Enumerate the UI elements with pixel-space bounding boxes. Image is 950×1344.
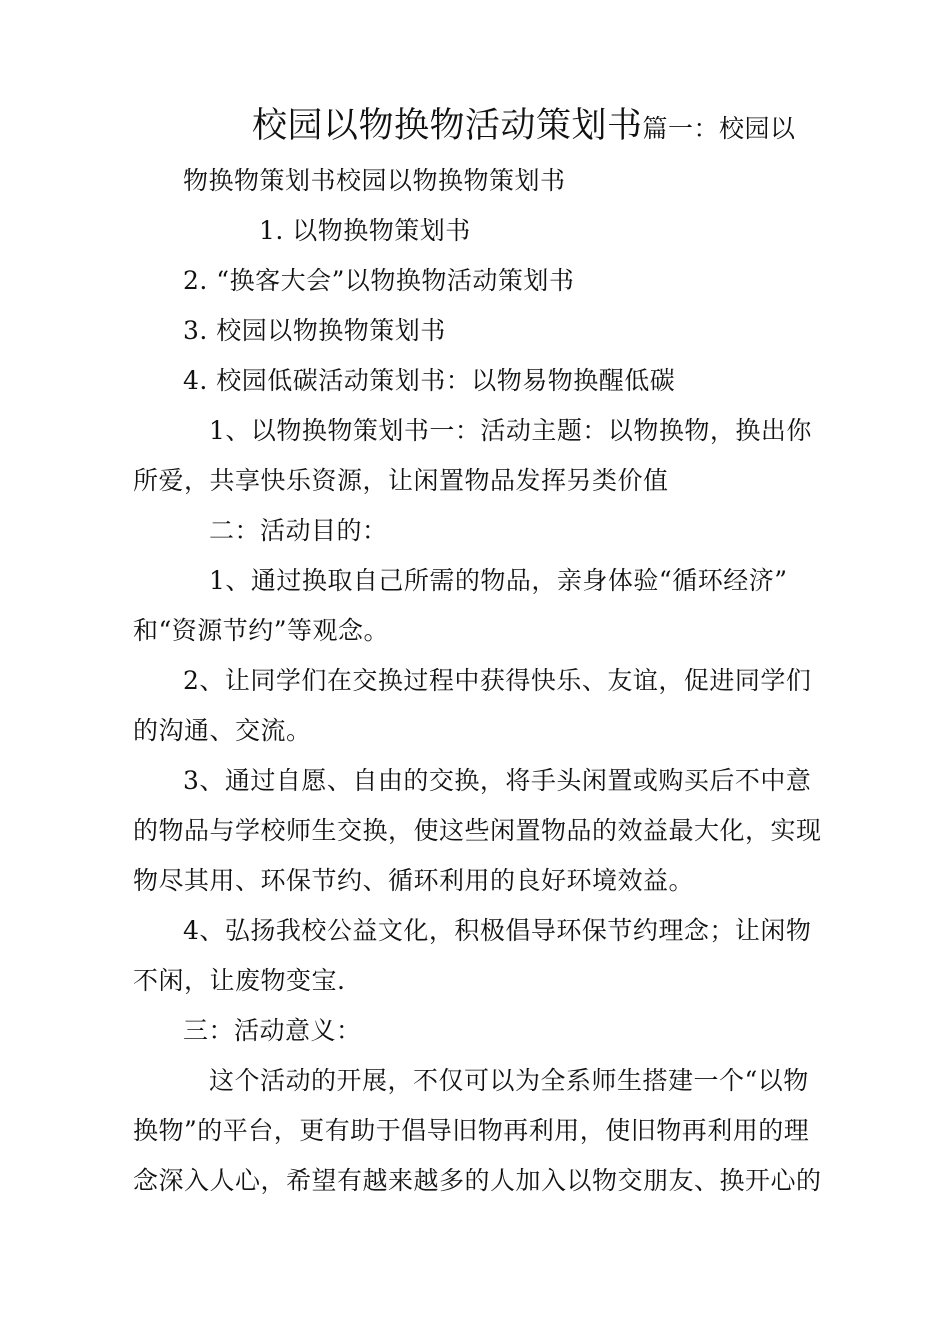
paragraph-line: 1、以物换物策划书一：活动主题：以物换物，换出你 — [209, 416, 812, 445]
paragraph-line: 和“资源节约”等观念。 — [133, 616, 390, 645]
document-title — [252, 106, 796, 149]
list-item: 1. 以物换物策划书 — [259, 216, 471, 245]
section-heading: 三：活动意义： — [183, 1016, 362, 1045]
paragraph-line: 2、让同学们在交换过程中获得快乐、友谊，促进同学们 — [183, 666, 812, 695]
paragraph-line: 不闲，让废物变宝. — [133, 966, 346, 995]
paragraph-line: 这个活动的开展，不仅可以为全系师生搭建一个“以物 — [209, 1066, 809, 1095]
paragraph-line: 换物”的平台，更有助于倡导旧物再利用，使旧物再利用的理 — [133, 1116, 810, 1145]
paragraph-line: 1、通过换取自己所需的物品，亲身体验“循环经济” — [209, 566, 788, 595]
title-main: 校园以物换物活动策划书 — [252, 106, 643, 146]
title-suffix: 篇一：校园以 — [642, 114, 796, 143]
list-item: 4. 校园低碳活动策划书：以物易物换醒低碳 — [183, 366, 676, 395]
section-heading: 二：活动目的： — [209, 516, 388, 545]
paragraph-line: 3、通过自愿、自由的交换，将手头闲置或购买后不中意 — [183, 766, 812, 795]
paragraph-line: 物尽其用、环保节约、循环利用的良好环境效益。 — [133, 866, 695, 895]
paragraph-line: 的物品与学校师生交换，使这些闲置物品的效益最大化，实现 — [133, 816, 822, 845]
paragraph-line: 物换物策划书校园以物换物策划书 — [183, 166, 566, 195]
paragraph-line: 念深入人心，希望有越来越多的人加入以物交朋友、换开心的 — [133, 1166, 822, 1195]
list-item: 2. “换客大会”以物换物活动策划书 — [183, 266, 575, 295]
paragraph-line: 4、弘扬我校公益文化，积极倡导环保节约理念；让闲物 — [183, 916, 812, 945]
paragraph-line: 所爱，共享快乐资源，让闲置物品发挥另类价值 — [133, 466, 669, 495]
paragraph-line: 的沟通、交流。 — [133, 716, 312, 745]
list-item: 3. 校园以物换物策划书 — [183, 316, 446, 345]
